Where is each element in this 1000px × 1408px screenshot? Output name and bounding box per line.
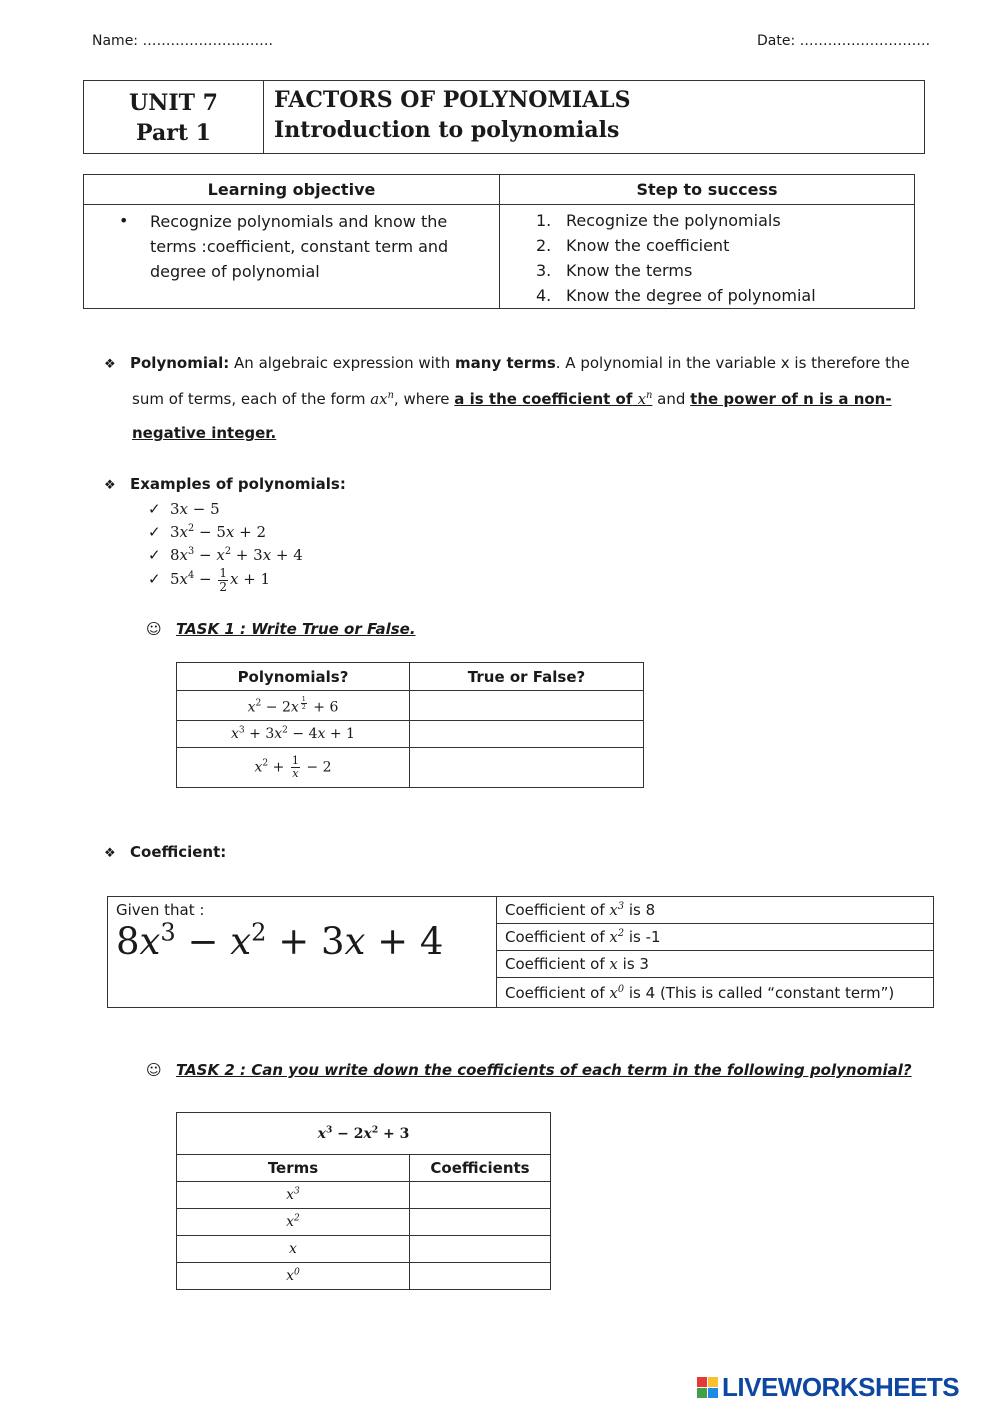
- objective-text: Recognize polynomials and know the terms :coefficient, constant term and degree of polynomial: [150, 212, 449, 281]
- example-3: ✓ $8x^3 - x^2 + 3x + 4$: [148, 544, 346, 567]
- task1-row-2: $x^3 + 3x^2 - 4x + 1$: [177, 721, 410, 748]
- step-4: 4. Know the degree of polynomial: [536, 286, 816, 305]
- coefficient-row-4: Coefficient of $x^0$ is 4 (This is called “constant term”): [497, 978, 934, 1008]
- date-field[interactable]: Date: ……………………….: [757, 33, 931, 49]
- smiley-icon: ☺: [146, 620, 162, 638]
- task2-term-2: $x^2$: [177, 1209, 410, 1236]
- task1-answer-3[interactable]: [410, 748, 644, 788]
- bullet-icon: •: [119, 211, 129, 230]
- task1-row-1: $x^2 - 2x$ $^{\frac{1}{2}}$ + 6: [177, 691, 410, 721]
- task2-answer-4[interactable]: [410, 1263, 551, 1290]
- example-4: ✓ $5x^4$ − $\frac{1}{2}$ x + 1: [148, 566, 271, 594]
- unit-title: FACTORS OF POLYNOMIALS: [274, 87, 631, 113]
- task2-polynomial: $x^3 - 2x^2 + 3$: [177, 1113, 551, 1155]
- step-1: 1. Recognize the polynomials: [536, 211, 781, 230]
- objectives-table: [83, 174, 915, 309]
- given-label: Given that :: [116, 901, 205, 919]
- task1-row-3: $x^2$ + $\frac{1}{x}$ − 2: [177, 748, 410, 788]
- task2-answer-3[interactable]: [410, 1236, 551, 1263]
- task2-title: ☺ TASK 2 : Can you write down the coefficients of each term in the following polynomial?: [146, 1061, 912, 1079]
- task1-answer-1[interactable]: [410, 691, 644, 721]
- task1-answer-2[interactable]: [410, 721, 644, 748]
- task1-col-polynomials: Polynomials?: [177, 663, 410, 691]
- example-2: ✓ $3x^2 - 5x + 2$: [148, 521, 346, 544]
- name-field[interactable]: Name: ……………………….: [92, 33, 273, 49]
- unit-part: Part 1: [136, 120, 211, 146]
- unit-subtitle: Introduction to polynomials: [274, 117, 620, 143]
- diamond-bullet-icon: ❖: [104, 357, 116, 372]
- step-2: 2. Know the coefficient: [536, 236, 730, 255]
- steps-header: Step to success: [500, 175, 915, 205]
- task2-term-4: $x^0$: [177, 1263, 410, 1290]
- example-1: ✓ 3x − 5: [148, 498, 346, 521]
- task2-col-coefficients: Coefficients: [410, 1155, 551, 1182]
- check-icon: ✓: [148, 500, 161, 518]
- check-icon: ✓: [148, 570, 161, 589]
- task2-col-terms: Terms: [177, 1155, 410, 1182]
- step-3: 3. Know the terms: [536, 261, 693, 280]
- task1-title: ☺ TASK 1 : Write True or False.: [146, 620, 416, 638]
- smiley-icon: ☺: [146, 1061, 162, 1079]
- check-icon: ✓: [148, 546, 161, 564]
- diamond-bullet-icon: ❖: [104, 846, 116, 861]
- diamond-bullet-icon: ❖: [104, 478, 116, 493]
- check-icon: ✓: [148, 523, 161, 541]
- objective-header: Learning objective: [84, 175, 500, 205]
- task2-answer-2[interactable]: [410, 1209, 551, 1236]
- coefficient-heading: ❖ Coefficient:: [104, 843, 227, 861]
- unit-box: [83, 80, 925, 154]
- task2-answer-1[interactable]: [410, 1182, 551, 1209]
- given-polynomial: $8x^3 - x^2 + 3x + 4$: [116, 918, 444, 963]
- task2-table: [176, 1112, 551, 1290]
- coefficient-row-1: Coefficient of $x^3$ is 8: [497, 897, 934, 924]
- unit-number: UNIT 7: [129, 90, 218, 116]
- liveworksheets-logo: LIVEWORKSHEETS: [697, 1372, 959, 1403]
- examples-section: ❖ Examples of polynomials: ✓ 3x − 5 ✓ $3x^2 - 5x + 2$ ✓ $8x^3 - x^2 + 3x + 4$ ✓ $5x^4$ − $\frac{1}{2}$ x + 1: [104, 475, 346, 594]
- task2-term-3: x: [177, 1236, 410, 1263]
- polynomial-definition: ❖ Polynomial: An algebraic expression with many terms. A polynomial in the variable x is therefore the sum of terms, each of the form $ax^n$, where a is the coefficient of $x^n$ and the power of n is a non- negative integer.: [104, 346, 914, 450]
- coefficient-row-3: Coefficient of x is 3: [497, 951, 934, 978]
- task1-table: [176, 662, 644, 788]
- logo-mark-icon: [697, 1377, 718, 1398]
- coefficient-row-2: Coefficient of $x^2$ is -1: [497, 924, 934, 951]
- task1-col-truefalse: True or False?: [410, 663, 644, 691]
- coefficient-table: [107, 896, 934, 1008]
- task2-term-1: $x^3$: [177, 1182, 410, 1209]
